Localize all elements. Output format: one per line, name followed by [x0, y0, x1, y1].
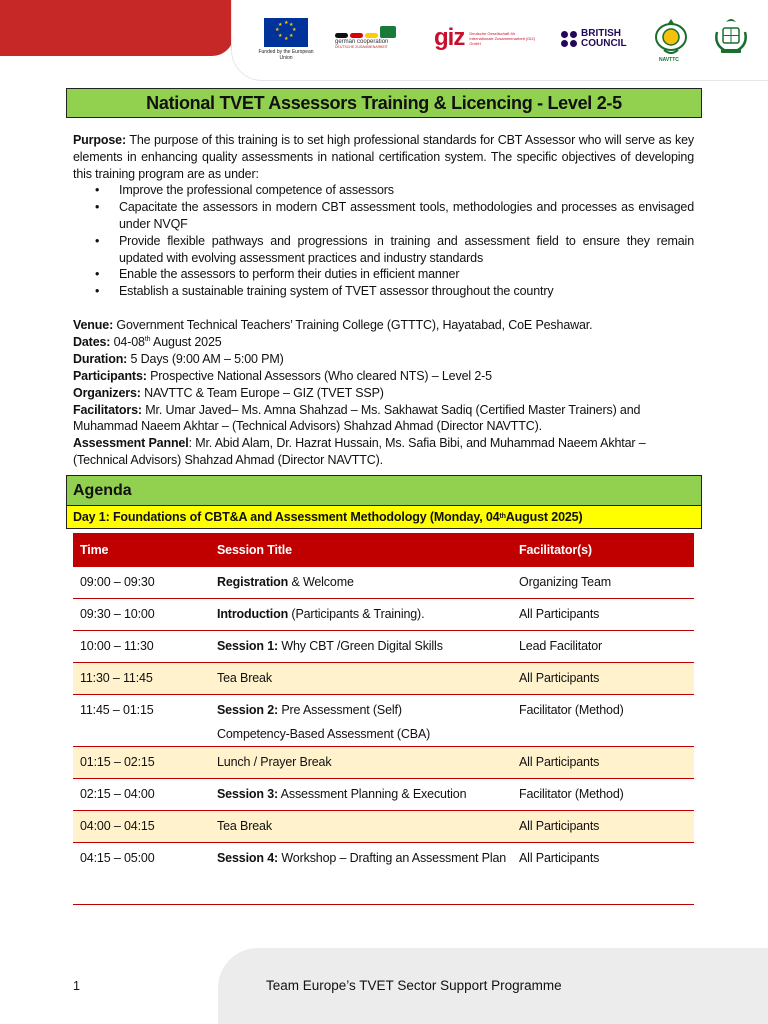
objective-item: • Enable the assessors to perform their duties in efficient manner — [95, 266, 694, 283]
table-row — [73, 567, 694, 599]
facilitator-cell: All Participants — [519, 607, 600, 621]
duration-line — [73, 351, 694, 368]
session-cell — [211, 574, 512, 598]
session-label: Session 4: — [217, 851, 279, 865]
bc-dots-icon — [561, 31, 577, 47]
british-council-logo — [561, 29, 636, 49]
column-header-session: Session Title — [217, 543, 292, 557]
navttc-emblem-icon — [652, 16, 690, 58]
session-title: Pre Assessment (Self) — [278, 703, 402, 717]
gc-text: german cooperation — [335, 39, 389, 45]
session-title: Tea Break — [217, 819, 272, 833]
page-number: 1 — [73, 979, 80, 993]
participants-line — [73, 368, 694, 385]
time-cell: 09:00 – 09:30 — [80, 575, 155, 589]
table-header-row — [73, 533, 694, 567]
time-cell: 01:15 – 02:15 — [80, 755, 155, 769]
dates-line — [73, 334, 694, 351]
objective-item: • Establish a sustainable training system of TVET assessor throughout the country — [95, 283, 694, 300]
session-title: Lunch / Prayer Break — [217, 755, 332, 769]
session-cell — [211, 606, 512, 630]
time-cell: 11:30 – 11:45 — [80, 671, 153, 685]
session-label: Session 3: — [217, 787, 279, 801]
objective-item: • Improve the professional competence of assessors — [95, 182, 694, 199]
facilitator-cell: Organizing Team — [519, 575, 612, 589]
session-label: Introduction — [217, 607, 289, 621]
purpose-paragraph — [73, 132, 694, 182]
facilitators-value: Mr. Umar Javed– Ms. Amna Shahzad – Ms. Sakhawat Sadiq (Certified Master Trainers) and Muhammad Naeem Akhtar – (Technical Advisors) Shahzad Ahmad (Director NAVTTC). — [73, 402, 641, 434]
german-cooperation-logo — [335, 22, 407, 49]
purpose-section — [73, 132, 694, 300]
session-cell — [211, 850, 512, 904]
facilitator-cell: Facilitator (Method) — [519, 703, 624, 717]
time-cell: 04:00 – 04:15 — [80, 819, 155, 833]
session-label: Registration — [217, 575, 289, 589]
facilitator-cell: All Participants — [519, 755, 600, 769]
dates-value: 04-08 — [110, 334, 145, 349]
pakistan-emblem-icon — [712, 16, 750, 58]
session-title-line2: Competency-Based Assessment (CBA) — [217, 727, 431, 741]
purpose-label: Purpose: — [73, 133, 126, 147]
table-row — [73, 747, 694, 779]
day-heading-text: Day 1: Foundations of CBT&A and Assessment Methodology (Monday, 04 — [73, 510, 500, 524]
eu-flag-icon: ★ ★ ★ ★ ★ ★ ★ ★ — [264, 18, 308, 47]
session-title: Workshop – Drafting an Assessment Plan — [278, 851, 507, 865]
training-details — [73, 317, 694, 469]
facilitator-cell: All Participants — [519, 819, 600, 833]
venue-label: Venue: — [73, 318, 114, 332]
navttc-caption: NAVTTC — [659, 57, 679, 63]
gc-sub: DEUTSCHE ZUSAMMENARBEIT — [335, 45, 388, 49]
session-title: (Participants & Training). — [288, 607, 425, 621]
table-row — [73, 599, 694, 631]
dates-value-end: August 2025 — [150, 334, 222, 349]
document-title: National TVET Assessors Training & Licencing - Level 2-5 — [66, 88, 702, 118]
venue-line — [73, 317, 694, 334]
purpose-text: The purpose of this training is to set high professional standards for CBT Assessor who will serve as key elements in enhancing quality assessments in national certification system. The specific objectives of developing this training program are as under: — [73, 133, 694, 181]
objective-item: • Capacitate the assessors in modern CBT assessment tools, methodologies and processes as envisaged under NVQF — [95, 199, 694, 233]
facilitator-cell: All Participants — [519, 671, 600, 685]
agenda-heading: Agenda — [66, 475, 702, 506]
table-row — [73, 695, 694, 747]
session-label: Session 2: — [217, 703, 279, 717]
time-cell: 11:45 – 01:15 — [80, 703, 154, 717]
giz-logo — [434, 24, 544, 51]
column-header-time: Time — [80, 543, 109, 557]
day-heading-end: August 2025) — [505, 510, 583, 524]
time-cell: 04:15 – 05:00 — [80, 851, 155, 865]
organizers-label: Organizers: — [73, 385, 141, 400]
table-row — [73, 779, 694, 811]
objective-item: • Provide flexible pathways and progressions in training and assessment field to ensure they remain updated with evolving assessment practices and industry standards — [95, 233, 694, 267]
duration-label: Duration: — [73, 351, 128, 366]
session-title: & Welcome — [288, 575, 354, 589]
objectives-list — [95, 182, 694, 300]
bc-line2: COUNCIL — [581, 38, 627, 49]
eu-caption: Funded by the European Union — [258, 49, 314, 61]
session-cell — [211, 754, 512, 778]
organizers-line — [73, 385, 694, 402]
agenda-table — [73, 533, 694, 905]
session-title: Assessment Planning & Execution — [278, 787, 467, 801]
panel-value: : Mr. Abid Alam, Dr. Hazrat Hussain, Ms. Safia Bibi, and Muhammad Naeem Akhtar – (Technical Advisors) Shahzad Ahmad (Director NAVTTC). — [73, 436, 646, 468]
participants-value: Prospective National Assessors (Who cleared NTS) – Level 2-5 — [146, 368, 492, 383]
session-cell — [211, 670, 512, 694]
session-title: Why CBT /Green Digital Skills — [278, 639, 443, 653]
facilitators-line — [73, 402, 694, 436]
table-row — [73, 663, 694, 695]
session-cell — [211, 702, 512, 746]
bc-line1: BRITISH — [581, 28, 621, 39]
session-cell — [211, 786, 512, 810]
dates-sup: th — [144, 335, 151, 343]
eu-logo — [256, 18, 316, 61]
footer-programme-text: Team Europe’s TVET Sector Support Programme — [266, 978, 562, 993]
table-row — [73, 843, 694, 905]
table-row — [73, 631, 694, 663]
session-title: Tea Break — [217, 671, 272, 685]
table-row — [73, 811, 694, 843]
duration-value: 5 Days (9:00 AM – 5:00 PM) — [127, 351, 284, 366]
column-header-facilitator: Facilitator(s) — [519, 543, 592, 557]
participants-label: Participants: — [73, 368, 147, 383]
facilitator-cell: All Participants — [519, 851, 600, 865]
day-1-heading: Day 1: Foundations of CBT&A and Assessment Methodology (Monday, 04 th August 2025) — [66, 506, 702, 529]
session-label: Session 1: — [217, 639, 279, 653]
gc-flag-icon — [335, 22, 396, 38]
facilitator-cell: Lead Facilitator — [519, 639, 603, 653]
session-cell — [211, 638, 512, 662]
header-red-tab — [0, 0, 234, 56]
facilitators-label: Facilitators: — [73, 402, 142, 417]
panel-label: Assessment Pannel — [73, 436, 189, 451]
time-cell: 02:15 – 04:00 — [80, 787, 155, 801]
time-cell: 10:00 – 11:30 — [80, 639, 154, 653]
dates-label: Dates: — [73, 334, 111, 349]
organizers-value: NAVTTC & Team Europe – GIZ (TVET SSP) — [140, 385, 384, 400]
session-cell — [211, 818, 512, 842]
facilitator-cell: Facilitator (Method) — [519, 787, 624, 801]
venue-value: Government Technical Teachers’ Training College (GTTTC), Hayatabad, CoE Peshawar. — [113, 318, 593, 332]
assessment-panel-line — [73, 435, 694, 469]
giz-wordmark: giz — [434, 24, 465, 51]
giz-fullname: Deutsche Gesellschaft für Internationale Zusammenarbeit (GIZ) GmbH — [469, 30, 536, 46]
table-body — [73, 567, 694, 905]
time-cell: 09:30 – 10:00 — [80, 607, 155, 621]
